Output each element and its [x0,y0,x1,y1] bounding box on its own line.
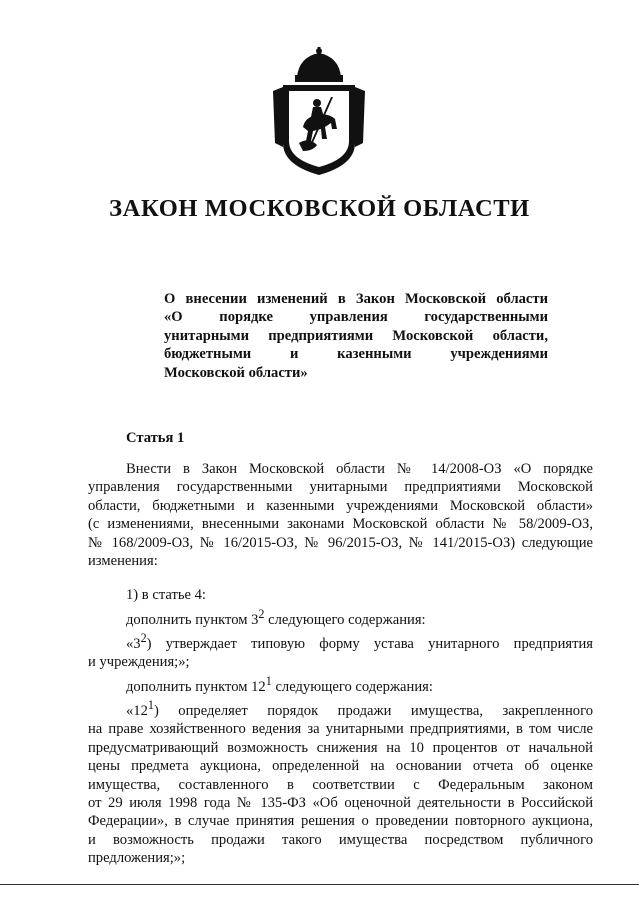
text-line: изменения: [88,553,158,570]
article-heading: Статья 1 [126,430,185,446]
text-line: предложения;»; [88,850,186,867]
add-point-3-2: дополнить пунктом $3^2$ следующего содержания: [126,606,426,628]
text-line: Федерации», в случае принятия решения о проведении повторного аукциона, [88,813,593,830]
clause-12-1 [88,696,593,868]
subject-line: «О порядке управления государственными [164,309,548,326]
intro-paragraph [88,460,593,570]
text-line: цены предмета аукциона, определенной на основании отчета об оценке [88,758,593,775]
text-line: области, бюджетными и казенными учреждениями Московской области» [88,497,593,514]
subject-line: бюджетными и казенными учреждениями [164,346,548,363]
document-body [88,460,593,868]
text-line: и учреждения;»; [88,654,190,671]
text-line: на праве хозяйственного ведения за унитарными предприятиями, в том числе [88,721,593,738]
subject-line: унитарными предприятиями Московской области, [164,327,548,344]
point-1: 1) в статье 4: [126,587,206,604]
text-line: № 168/2009-ОЗ, № 16/2015-ОЗ, № 96/2015-ОЗ, № 141/2015-ОЗ) следующие [88,534,593,551]
crown-icon [295,47,343,82]
text-line: предусматривающий возможность снижения на 10 процентов от начальной [88,739,593,756]
text-line: от 29 июля 1998 года № 135-ФЗ «Об оценочной деятельности в Российской [88,794,593,811]
subject-line: О внесении изменений в Закон Московской области [164,291,548,307]
text-line: имущества, составленного в соответствии с Федеральным законом [88,776,593,793]
coat-of-arms-emblem [269,47,369,177]
text-line: «$3^2$) утверждает типовую форму устава унитарного предприятия [126,631,593,652]
text-line: Внести в Закон Московской области № 14/2008-ОЗ «О порядке [126,461,593,477]
text-line: и возможность продажи такого имущества посредством публичного [88,831,593,848]
page-divider [0,884,639,885]
law-subject [164,290,548,382]
subject-line: Московской области» [164,364,308,381]
clause-3-2 [88,629,593,672]
document-title: ЗАКОН МОСКОВСКОЙ ОБЛАСТИ [109,195,530,222]
text-line: (с изменениями, внесенными законами Московской области № 58/2009-ОЗ, [88,516,593,533]
text-line: управления государственными унитарными предприятиями Московской [88,479,593,496]
add-point-12-1: дополнить пунктом $12^1$ следующего содержания: [126,673,433,695]
text-line: «$12^1$) определяет порядок продажи имущества, закрепленного [126,698,593,719]
